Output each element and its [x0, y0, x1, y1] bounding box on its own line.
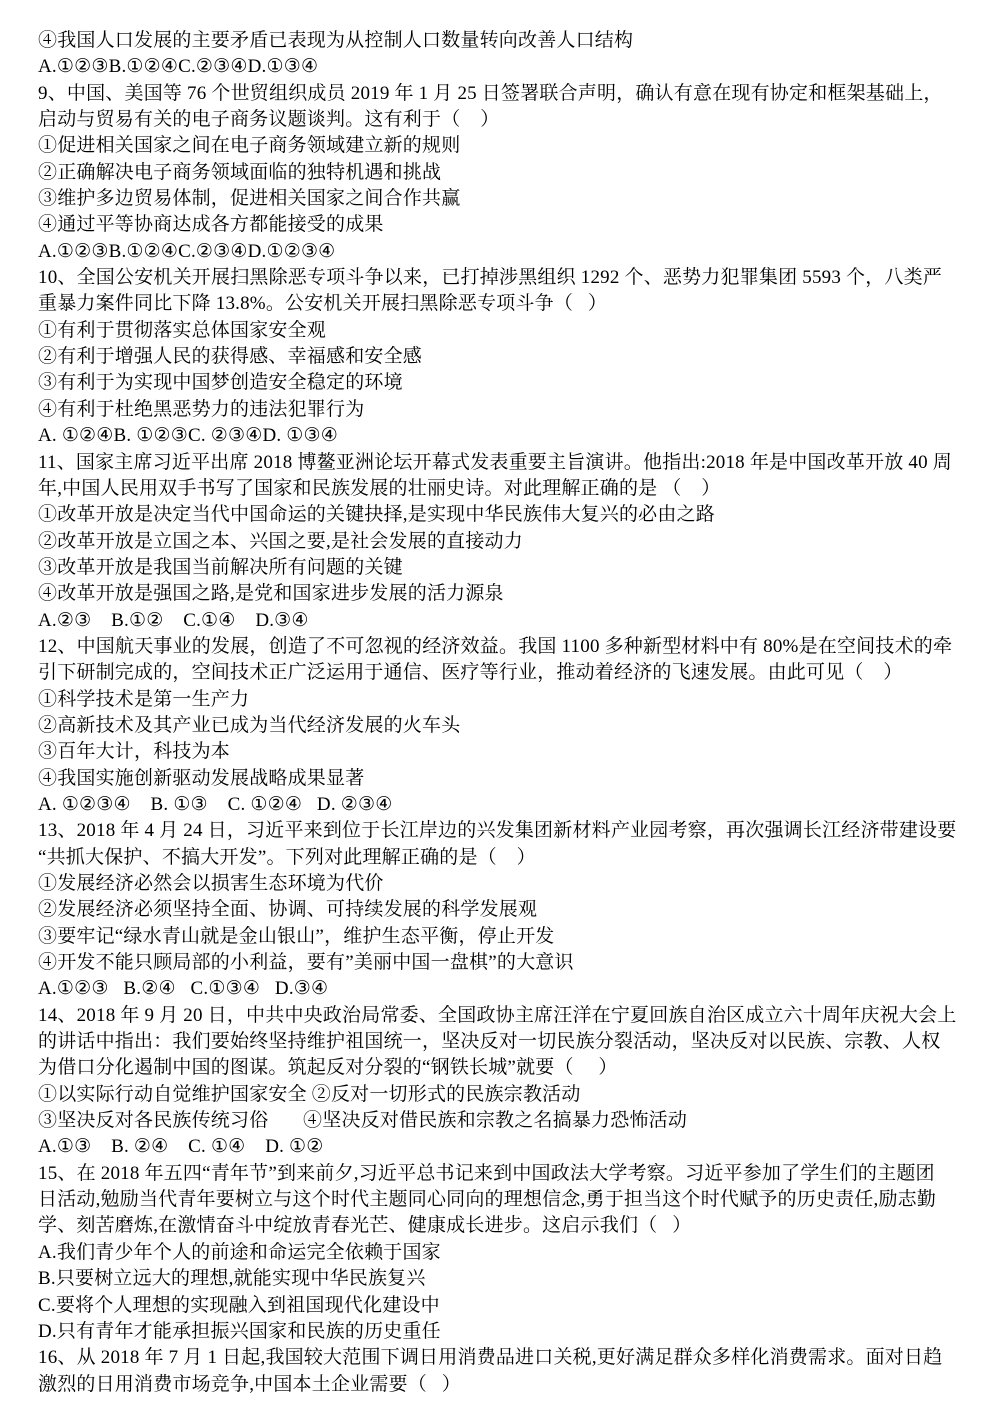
text-line: ④开发不能只顾局部的小利益，要有”美丽中国一盘棋”的大意识: [38, 952, 574, 974]
text-line: A. ①②③④ B. ①③ C. ①②④ D. ②③④: [38, 793, 393, 815]
text-line: ③要牢记“绿水青山就是金山银山”，维护生态平衡，停止开发: [38, 925, 555, 947]
text-line: ③百年大计，科技为本: [38, 741, 231, 763]
question-14: [38, 1003, 956, 1161]
question-12: [38, 634, 956, 818]
text-line: ②有利于增强人民的获得感、幸福感和安全感: [38, 346, 423, 368]
text-line: A.①②③ B.②④ C.①③④ D.③④: [38, 978, 329, 1000]
text-line: 的讲话中指出：我们要始终坚持维护祖国统一，坚决反对一切民族分裂活动，坚决反对以民族、宗教、人权: [38, 1031, 941, 1053]
text-line: 11、国家主席习近平出席 2018 博鳌亚洲论坛开幕式发表重要主旨演讲。他指出:2018 年是中国改革开放 40 周: [38, 451, 952, 473]
text-line: 14、2018 年 9 月 20 日，中共中央政治局常委、全国政协主席汪洋在宁夏回族自治区成立六十周年庆祝大会上: [38, 1004, 957, 1026]
text-line: 启动与贸易有关的电子商务议题谈判。这有利于（ ）: [38, 109, 500, 131]
text-line: 引下研制完成的，空间技术正广泛运用于通信、医疗等行业，推动着经济的飞速发展。由此可见（ ）: [38, 662, 903, 684]
text-line: C.要将个人理想的实现融入到祖国现代化建设中: [38, 1294, 440, 1316]
text-line: ①以实际行动自觉维护国家安全 ②反对一切形式的民族宗教活动: [38, 1083, 581, 1105]
text-line: A.①③ B. ②④ C. ①④ D. ①②: [38, 1136, 324, 1158]
text-line: A.①②③B.①②④C.②③④D.①③④: [38, 56, 319, 78]
text-line: ③改革开放是我国当前解决所有问题的关键: [38, 556, 403, 578]
text-line: ②正确解决电子商务领域面临的独特机遇和挑战: [38, 161, 442, 183]
text-line: ①发展经济必然会以损害生态环境为代价: [38, 873, 384, 894]
text-line: A.②③ B.①② C.①④ D.③④: [38, 609, 309, 631]
text-line: ④我国实施创新驱动发展战略成果显著: [38, 767, 365, 789]
text-line: 15、在 2018 年五四“青年节”到来前夕,习近平总书记来到中国政法大学考察。习近平参加了学生们的主题团: [38, 1162, 935, 1184]
text-line: ③有利于为实现中国梦创造安全稳定的环境: [38, 372, 403, 394]
text-line: 重暴力案件同比下降 13.8%。公安机关开展扫黑除恶专项斗争（ ）: [38, 293, 608, 315]
text-line: 日活动,勉励当代青年要树立与这个时代主题同心同向的理想信念,勇于担当这个时代赋予的历史责任,励志勤: [38, 1189, 937, 1211]
text-line: 10、全国公安机关开展扫黑除恶专项斗争以来，已打掉涉黑组织 1292 个、恶势力犯罪集团 5593 个，八类严: [38, 267, 943, 289]
text-line: 9、中国、美国等 76 个世贸组织成员 2019 年 1 月 25 日签署联合声明，确认有意在现有协定和框架基础上，: [38, 82, 943, 104]
question-15: [38, 1161, 956, 1345]
text-line: 学、刻苦磨炼,在激情奋斗中绽放青春光芒、健康成长进步。这启示我们（ ）: [38, 1215, 692, 1237]
text-line: ③坚决反对各民族传统习俗 ④坚决反对借民族和宗教之名搞暴力恐怖活动: [38, 1110, 688, 1132]
text-line: ①改革开放是决定当代中国命运的关键抉择,是实现中华民族伟大复兴的必由之路: [38, 504, 715, 526]
text-line: ④我国人口发展的主要矛盾已表现为从控制人口数量转向改善人口结构: [38, 30, 634, 51]
text-line: ④改革开放是强国之路,是党和国家进步发展的活力源泉: [38, 583, 504, 605]
text-line: “共抓大保护、不搞大开发”。下列对此理解正确的是（ ）: [38, 846, 536, 868]
text-line: 为借口分化遏制中国的图谋。筑起反对分裂的“钢铁长城”就要（ ）: [38, 1057, 618, 1079]
text-line: ③维护多边贸易体制，促进相关国家之间合作共赢: [38, 188, 461, 210]
question-16: [38, 1345, 956, 1398]
text-line: ②高新技术及其产业已成为当代经济发展的火车头: [38, 714, 461, 736]
text-line: A.①②③B.①②④C.②③④D.①②③④: [38, 240, 336, 262]
text-line: 年,中国人民用双手书写了国家和民族发展的壮丽史诗。对此理解正确的是 （ ）: [38, 477, 721, 499]
text-line: ①科学技术是第一生产力: [38, 688, 250, 710]
document-content: [38, 28, 956, 1398]
text-line: ④通过平等协商达成各方都能接受的成果: [38, 214, 384, 236]
text-line: ②发展经济必须坚持全面、协调、可持续发展的科学发展观: [38, 899, 538, 921]
question-10: [38, 265, 956, 449]
text-line: ②改革开放是立国之本、兴国之要,是社会发展的直接动力: [38, 530, 523, 552]
text-line: A.我们青少年个人的前途和命运完全依赖于国家: [38, 1241, 441, 1263]
text-line: D.只有青年才能承担振兴国家和民族的历史重任: [38, 1320, 441, 1342]
question-8-tail: [38, 28, 956, 81]
question-9: [38, 81, 956, 265]
text-line: A. ①②④B. ①②③C. ②③④D. ①③④: [38, 425, 338, 447]
question-11: [38, 450, 956, 634]
text-line: 13、2018 年 4 月 24 日，习近平来到位于长江岸边的兴发集团新材料产业园考察，再次强调长江经济带建设要: [38, 820, 957, 842]
text-line: 16、从 2018 年 7 月 1 日起,我国较大范围下调日用消费品进口关税,更好满足群众多样化消费需求。面对日趋: [38, 1347, 943, 1369]
text-line: ①促进相关国家之间在电子商务领域建立新的规则: [38, 135, 461, 157]
text-line: 激烈的日用消费市场竞争,中国本土企业需要（ ）: [38, 1373, 462, 1395]
question-13: [38, 818, 956, 1002]
text-line: ④有利于杜绝黑恶势力的违法犯罪行为: [38, 398, 365, 420]
text-line: ①有利于贯彻落实总体国家安全观: [38, 319, 327, 341]
text-line: B.只要树立远大的理想,就能实现中华民族复兴: [38, 1268, 426, 1290]
text-line: 12、中国航天事业的发展，创造了不可忽视的经济效益。我国 1100 多种新型材料中有 80%是在空间技术的牵: [38, 635, 953, 657]
